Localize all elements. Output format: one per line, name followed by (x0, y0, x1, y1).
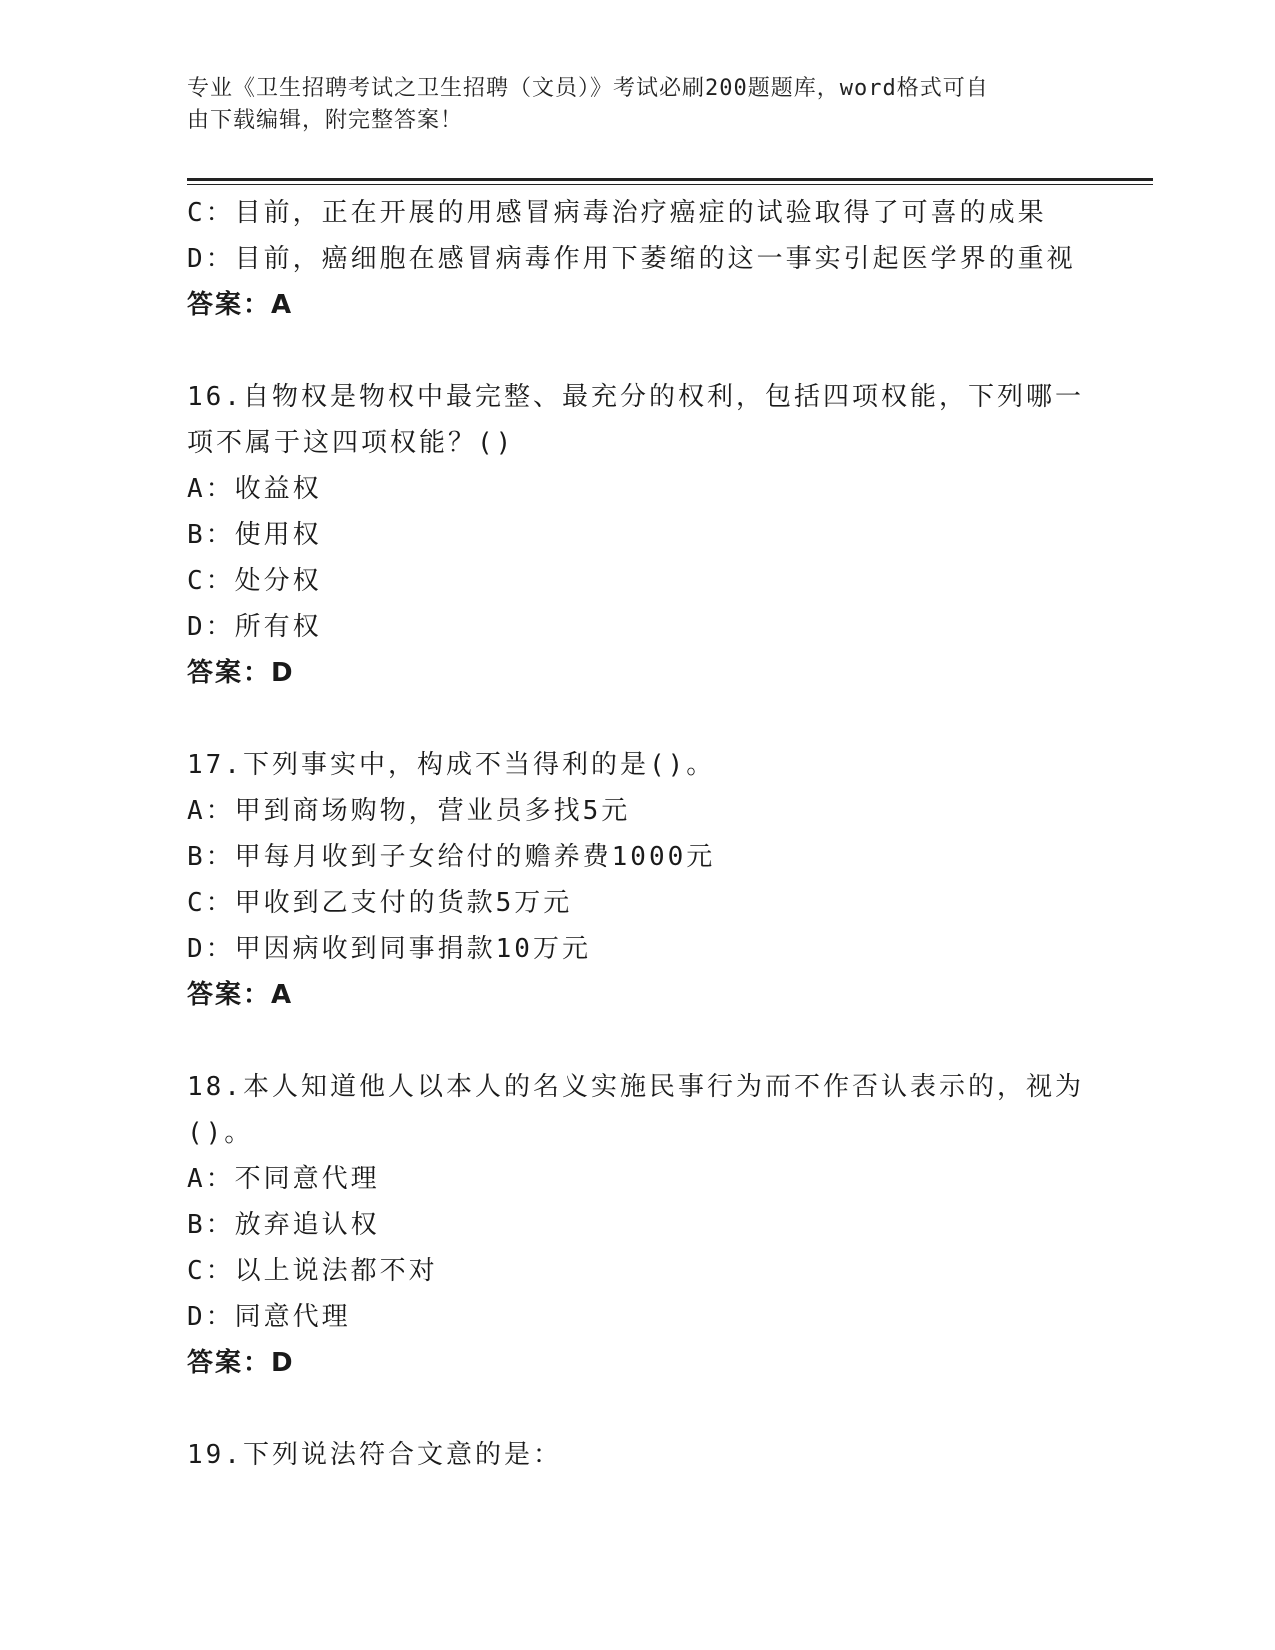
question-17 (187, 742, 1087, 1018)
option-d: D：甲因病收到同事捐款10万元 (187, 934, 591, 964)
option-c: C：甲收到乙支付的货款5万元 (187, 888, 573, 918)
answer-line: 答案：D (187, 1348, 295, 1378)
answer-line: 答案：A (187, 290, 294, 320)
header-title-line-1: 专业《卫生招聘考试之卫生招聘（文员）》考试必刷200题题库，word格式可自 (187, 76, 989, 101)
question-spacer (187, 1386, 1087, 1432)
option-b: B：放弃追认权 (187, 1210, 380, 1240)
question-stem-continued: ()。 (187, 1118, 254, 1148)
question-spacer (187, 696, 1087, 742)
question-18 (187, 1064, 1087, 1386)
option-a: A：不同意代理 (187, 1164, 380, 1194)
question-stem: 19.下列说法符合文意的是： (187, 1440, 562, 1470)
header-divider-thick (187, 178, 1153, 181)
question-spacer (187, 1018, 1087, 1064)
question-spacer (187, 328, 1087, 374)
question-list (187, 190, 1087, 1478)
question-19 (187, 1432, 1087, 1478)
header-divider-thin (187, 184, 1153, 185)
document-header (187, 73, 1067, 137)
question-stem: 17.下列事实中，构成不当得利的是()。 (187, 750, 716, 780)
option-c: C：目前，正在开展的用感冒病毒治疗癌症的试验取得了可喜的成果 (187, 198, 1047, 228)
question-16 (187, 374, 1087, 696)
answer-line: 答案：A (187, 980, 294, 1010)
question-15-tail (187, 190, 1087, 328)
option-a: A：收益权 (187, 474, 322, 504)
option-c: C：以上说法都不对 (187, 1256, 438, 1286)
question-stem-continued: 项不属于这四项权能？() (187, 428, 515, 458)
option-c: C：处分权 (187, 566, 322, 596)
question-stem: 18.本人知道他人以本人的名义实施民事行为而不作否认表示的，视为 (187, 1072, 1084, 1102)
option-d: D：所有权 (187, 612, 322, 642)
option-a: A：甲到商场购物，营业员多找5元 (187, 796, 631, 826)
answer-line: 答案：D (187, 658, 295, 688)
option-b: B：甲每月收到子女给付的赡养费1000元 (187, 842, 716, 872)
option-d: D：目前，癌细胞在感冒病毒作用下萎缩的这一事实引起医学界的重视 (187, 244, 1076, 274)
option-b: B：使用权 (187, 520, 322, 550)
question-stem: 16.自物权是物权中最完整、最充分的权利，包括四项权能，下列哪一 (187, 382, 1084, 412)
option-d: D：同意代理 (187, 1302, 351, 1332)
header-title-line-2: 由下载编辑，附完整答案！ (187, 108, 464, 133)
